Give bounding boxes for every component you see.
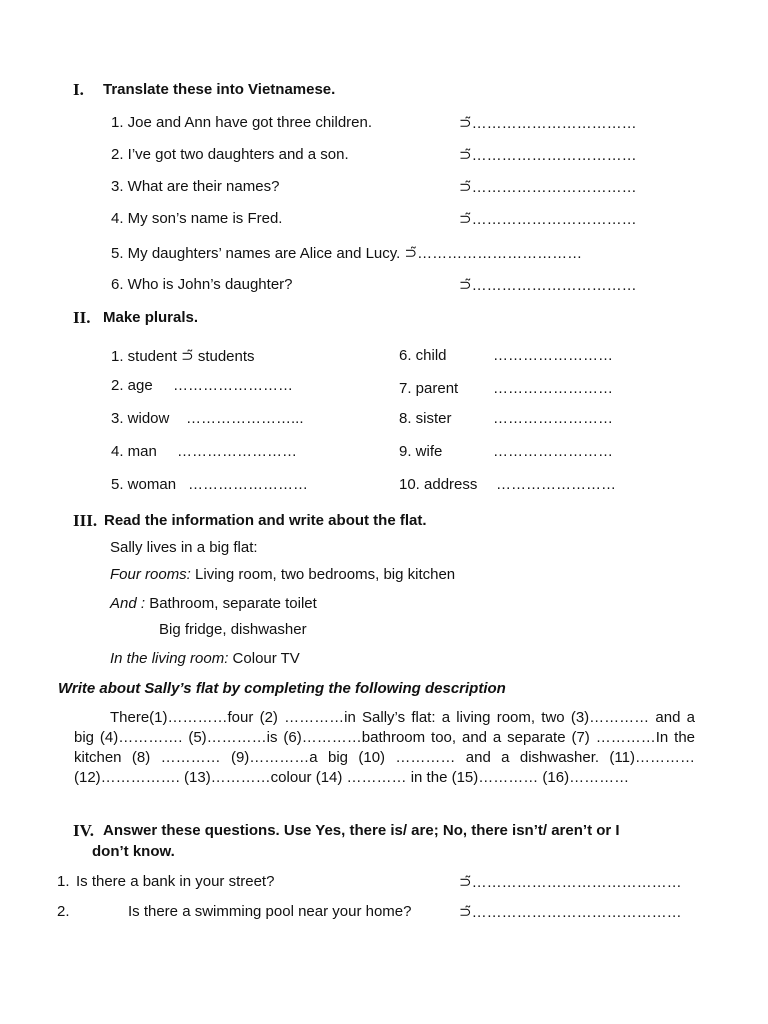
paragraph-text: There(1)…………four (2) …………in Sally’s flat: a living room, two (3)………… and a big (4)…………. (5)…………is (6)…………bathroom too, and a separate (7) …………In the kitchen (8) ………… (9)…………a big (10) ………… and a dishwasher. (11)…………(12)……………. (13)…………colour (14) ………… in the (15)………… (16)………… <box>74 709 695 786</box>
blank-line[interactable]: …………………………… <box>471 211 637 228</box>
blank-line[interactable]: …………………………… <box>471 115 637 132</box>
flat-appliances: Big fridge, dishwasher <box>159 621 307 638</box>
plural-item-5: 5. woman <box>111 476 177 493</box>
section-4-title-line2: don’t know. <box>92 843 175 860</box>
arrow-icon: ⊃̃ <box>459 904 472 921</box>
flat-extras <box>110 595 317 612</box>
plural-item-2: 2. age <box>111 377 153 394</box>
flat-rooms <box>110 566 455 583</box>
arrow-icon: ⊃̃ <box>181 348 194 365</box>
and-label: And : <box>110 595 146 612</box>
plural-blank-5[interactable]: …………………… <box>188 476 308 493</box>
blank-line[interactable]: …………………………………… <box>471 874 682 891</box>
plural-blank-4[interactable]: …………………… <box>177 443 297 460</box>
plural-blank-9[interactable]: …………………… <box>493 443 613 460</box>
section-1-numeral: I. <box>73 80 84 99</box>
section-4-numeral: IV. <box>73 821 94 840</box>
plural-item-8: 8. sister <box>399 410 452 427</box>
arrow-icon: ⊃̃ <box>459 277 472 294</box>
plural-item-6: 6. child <box>399 347 447 364</box>
answer-line-3 <box>459 178 637 196</box>
translate-item-4: 4. My son’s name is Fred. <box>111 210 283 227</box>
rooms-text: Living room, two bedrooms, big kitchen <box>190 566 456 583</box>
blank-line[interactable]: …………………………… <box>471 147 637 164</box>
blank-line[interactable]: …………………………………… <box>471 904 682 921</box>
plural-word: 1. student <box>111 348 177 365</box>
answer-line-1 <box>459 114 637 132</box>
plural-item-1 <box>111 347 255 365</box>
plural-item-9: 9. wife <box>399 443 443 460</box>
translate-item-3: 3. What are their names? <box>111 178 280 195</box>
section-2-title: Make plurals. <box>103 309 199 326</box>
section-3-title: Read the information and write about the flat. <box>104 512 427 529</box>
plural-blank-6[interactable]: …………………… <box>493 347 613 364</box>
write-instruction: Write about Sally’s flat by completing the following description <box>58 680 506 697</box>
section-2-numeral: II. <box>73 308 91 327</box>
translate-item-5 <box>111 244 582 262</box>
answer-line-4 <box>459 210 637 228</box>
living-text: Colour TV <box>228 650 300 667</box>
translate-item-1: 1. Joe and Ann have got three children. <box>111 114 373 131</box>
plural-blank-10[interactable]: …………………… <box>496 476 616 493</box>
blank-line[interactable]: …………………………… <box>471 179 637 196</box>
arrow-icon: ⊃̃ <box>404 245 418 262</box>
plural-blank-2[interactable]: …………………… <box>173 377 293 394</box>
plural-item-3: 3. widow <box>111 410 170 427</box>
arrow-icon: ⊃̃ <box>459 147 472 164</box>
plural-answer: students <box>197 348 255 365</box>
plural-blank-8[interactable]: …………………… <box>493 410 613 427</box>
flat-description-paragraph <box>74 708 695 788</box>
arrow-icon: ⊃̃ <box>459 115 472 132</box>
section-4-title-line1: Answer these questions. Use Yes, there is/ are; No, there isn’t/ aren’t or I <box>103 822 620 839</box>
plural-blank-3[interactable]: …………………... <box>186 410 304 427</box>
question-1: Is there a bank in your street? <box>76 873 275 890</box>
question-2-number: 2. <box>57 903 70 920</box>
plural-item-4: 4. man <box>111 443 157 460</box>
and-text: Bathroom, separate toilet <box>145 595 317 612</box>
question-1-number: 1. <box>57 873 70 890</box>
living-label: In the living room: <box>110 650 229 667</box>
translate-item-2: 2. I’ve got two daughters and a son. <box>111 146 349 163</box>
blank-line[interactable]: …………………………… <box>417 245 583 262</box>
arrow-icon: ⊃̃ <box>459 179 472 196</box>
answer-line-q1 <box>459 873 682 891</box>
plural-item-7: 7. parent <box>399 380 459 397</box>
question-2: Is there a swimming pool near your home? <box>128 903 412 920</box>
answer-line-6 <box>459 276 637 294</box>
section-1-title: Translate these into Vietnamese. <box>103 81 336 98</box>
translate-item-6: 6. Who is John’s daughter? <box>111 276 293 293</box>
section-3-numeral: III. <box>73 511 98 530</box>
arrow-icon: ⊃̃ <box>459 874 472 891</box>
plural-blank-7[interactable]: …………………… <box>493 380 613 397</box>
flat-living-room <box>110 650 300 667</box>
plural-item-10: 10. address <box>399 476 478 493</box>
blank-line[interactable]: …………………………… <box>471 277 637 294</box>
rooms-label: Four rooms: <box>110 566 191 583</box>
flat-intro: Sally lives in a big flat: <box>110 539 258 556</box>
arrow-icon: ⊃̃ <box>459 211 472 228</box>
translate-item-5-text: 5. My daughters’ names are Alice and Lucy. <box>111 245 401 262</box>
answer-line-q2 <box>459 903 682 921</box>
answer-line-2 <box>459 146 637 164</box>
